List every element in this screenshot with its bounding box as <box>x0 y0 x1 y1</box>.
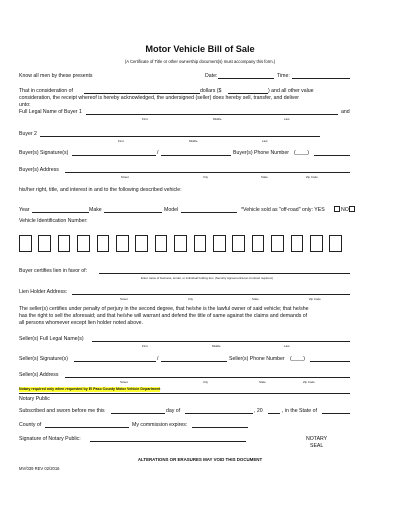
alterations-warning: ALTERATIONS OR ERASURES MAY VOID THIS DOCUMENT <box>137 457 263 462</box>
offroad-yes-checkbox[interactable] <box>334 206 340 212</box>
consideration-label: That in consideration of <box>19 88 73 94</box>
certification-line-2: has the right to sell the aforesaid; and that he/she will warrant and defend the title of same against the claims and demands of <box>19 313 308 319</box>
seller-address-field[interactable] <box>65 377 350 378</box>
seller-street-caption: Street <box>120 380 128 384</box>
vin-character-box[interactable] <box>329 235 342 252</box>
buyer1-first-caption: First <box>142 117 148 121</box>
consideration-amount-words-field[interactable] <box>84 93 200 94</box>
make-field[interactable] <box>104 212 162 213</box>
vin-character-box[interactable] <box>271 235 284 252</box>
certification-line-3: all persons whomever except lien holder noted above. <box>19 320 143 326</box>
vin-character-box[interactable] <box>213 235 226 252</box>
date-field[interactable] <box>218 78 274 79</box>
buyer-phone-number-field[interactable] <box>314 155 350 156</box>
county-label: County of <box>19 422 42 428</box>
offroad-no-checkbox[interactable] <box>349 206 355 212</box>
vin-character-box[interactable] <box>252 235 265 252</box>
sworn-state-field[interactable] <box>322 413 350 414</box>
vin-character-box[interactable] <box>174 235 187 252</box>
page-title: Motor Vehicle Bill of Sale <box>145 44 255 54</box>
make-label: Make <box>89 207 102 213</box>
vin-character-box[interactable] <box>232 235 245 252</box>
time-field[interactable] <box>292 78 350 79</box>
vin-label: Vehicle Identification Number: <box>19 218 88 224</box>
vin-character-box[interactable] <box>135 235 148 252</box>
offroad-label: *Vehicle sold as "off-road" only: YES <box>241 207 325 213</box>
vin-character-box[interactable] <box>155 235 168 252</box>
seller-name-field[interactable] <box>92 341 350 342</box>
notary-seal-label-2: SEAL <box>310 443 324 449</box>
buyer2-last-caption: Last <box>262 139 268 143</box>
county-field[interactable] <box>45 427 129 428</box>
buyer-street-caption: Street <box>121 175 129 179</box>
vin-character-box[interactable] <box>194 235 207 252</box>
buyer2-first-caption: First <box>118 139 124 143</box>
buyer1-last-caption: Last <box>284 117 290 121</box>
vin-character-box[interactable] <box>58 235 71 252</box>
notary-divider <box>19 393 350 394</box>
time-label: Time: <box>277 73 290 79</box>
commission-label: My commission expires: <box>132 422 188 428</box>
rights-text: his/her right, title, and interest in and to the following described vehicle: <box>19 187 182 193</box>
unto-label: unto: <box>19 102 31 108</box>
notary-seal-label-1: NOTARY <box>306 436 328 442</box>
buyer2-middle-caption: Middle <box>189 139 198 143</box>
sworn-label: Subscribed and sworn before me this <box>19 408 105 414</box>
model-field[interactable] <box>181 212 237 213</box>
year-prefix-label: , 20 <box>254 408 263 414</box>
buyer1-name-field[interactable] <box>86 114 338 115</box>
vin-character-box[interactable] <box>38 235 51 252</box>
seller-signature-slash: / <box>157 356 159 362</box>
seller-phone-label: Seller(s) Phone Number <box>229 356 285 362</box>
lien-street-caption: Street <box>120 297 128 301</box>
notary-signature-label: Signature of Notary Public: <box>19 436 81 442</box>
consideration-amount-field[interactable] <box>228 93 268 94</box>
certification-line-1: The seller(s) certifies under penalty of perjury in the second degree, that he/she is the lawful owner of said vehicle; that he/she <box>19 306 309 312</box>
notary-signature-field[interactable] <box>90 441 246 442</box>
seller-last-caption: Last <box>284 344 290 348</box>
buyer-signature-slash: / <box>157 150 159 156</box>
buyer1-signature-field[interactable] <box>72 155 156 156</box>
buyer2-signature-field[interactable] <box>161 155 231 156</box>
seller-middle-caption: Middle <box>212 344 221 348</box>
date-label: Date: <box>205 73 218 79</box>
buyer-address-label: Buyer(s) Address <box>19 167 59 173</box>
day-of-label: day of <box>166 408 181 414</box>
buyer1-name-label: Full Legal Name of Buyer 1 <box>19 109 82 115</box>
sworn-month-field[interactable] <box>185 413 253 414</box>
lien-state-caption: State <box>252 297 259 301</box>
and-label: and <box>341 109 350 115</box>
notary-requirement-note: Notary required only when requested by El Paso County Motor Vehicle Department <box>19 387 161 391</box>
sworn-year-field[interactable] <box>268 413 280 414</box>
dollars-label: dollars ($ <box>200 88 222 94</box>
lien-holder-name-field[interactable] <box>99 273 350 274</box>
vin-character-box[interactable] <box>116 235 129 252</box>
vin-character-box[interactable] <box>97 235 110 252</box>
seller-first-caption: First <box>142 344 148 348</box>
page-subtitle: (A Certificate of Title or other ownership document(s) must accompany this form.) <box>124 59 276 64</box>
buyer-phone-label: Buyer(s) Phone Number <box>233 150 289 156</box>
lien-certifies-label: Buyer certifies lien in favor of: <box>19 268 88 274</box>
model-label: Model <box>164 207 179 213</box>
sworn-day-field[interactable] <box>111 413 165 414</box>
seller-address-label: Seller(s) Address <box>19 372 59 378</box>
buyer-zip-caption: Zip Code <box>306 175 318 179</box>
lien-holder-address-field[interactable] <box>72 294 350 295</box>
buyer2-name-field[interactable] <box>40 136 320 137</box>
vin-character-box[interactable] <box>19 235 32 252</box>
buyer-city-caption: City <box>203 175 208 179</box>
lien-zip-caption: Zip Code <box>309 297 321 301</box>
buyer-signature-label: Buyer(s) Signature(s) <box>19 150 69 156</box>
seller-phone-number-field[interactable] <box>310 361 350 362</box>
consideration-text: consideration, the receipt whereof is hereby acknowledged, the undersigned (seller) does hereby sell, transfer, and deliver <box>19 95 299 101</box>
and-other-value-text: ) and all other value <box>268 88 314 94</box>
seller-zip-caption: Zip Code <box>303 380 315 384</box>
lien-holder-address-label: Lien Holder Address: <box>19 289 68 295</box>
seller-state-caption: State <box>259 380 266 384</box>
vin-character-box[interactable] <box>310 235 323 252</box>
buyer1-middle-caption: Middle <box>213 117 222 121</box>
seller1-signature-field[interactable] <box>74 361 156 362</box>
vin-character-box[interactable] <box>291 235 304 252</box>
offroad-no-label: NO <box>341 207 349 213</box>
lien-city-caption: City <box>188 297 193 301</box>
notary-heading: Notary Public <box>19 396 50 402</box>
seller-signature-label: Seller(s) Signature(s) <box>19 356 69 362</box>
seller-city-caption: City <box>203 380 208 384</box>
seller-name-label: Seller(s) Full Legal Name(s) <box>19 336 84 342</box>
buyer2-label: Buyer 2 <box>19 131 37 137</box>
year-label: Year <box>19 207 30 213</box>
seller-phone-field[interactable]: (____) <box>290 356 305 362</box>
know-all-text: Know all men by these presents <box>19 73 93 79</box>
lien-caption: Enter name of business, lender, or individual holding lien. (Security Agreement/Loan Contract required.) <box>141 276 274 280</box>
form-id: MV/039 REV 02/2016 <box>19 466 60 471</box>
buyer-phone-field[interactable]: (____) <box>294 150 309 156</box>
vin-character-box[interactable] <box>77 235 90 252</box>
in-state-label: , in the State of <box>282 408 317 414</box>
year-field[interactable] <box>32 212 89 213</box>
seller2-signature-field[interactable] <box>161 361 227 362</box>
commission-expires-field[interactable] <box>192 427 248 428</box>
buyer-address-field[interactable] <box>65 172 350 173</box>
buyer-state-caption: State <box>261 175 268 179</box>
